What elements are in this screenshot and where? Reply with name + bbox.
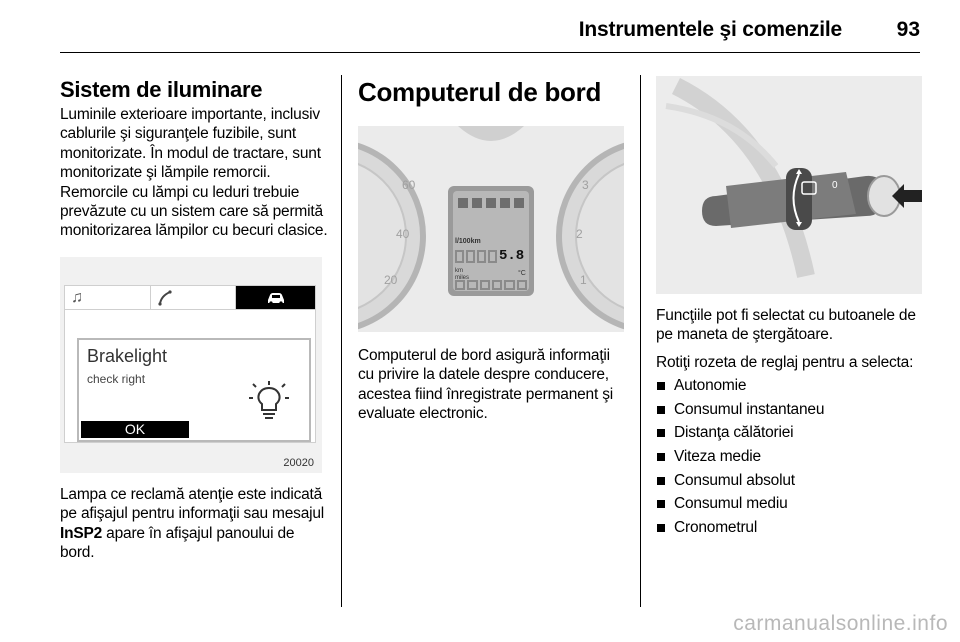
option-label: Distanţa călătoriei (674, 424, 794, 442)
page-number: 93 (896, 18, 920, 41)
stalk-buttons-paragraph: Funcţiile pot fi selectat cu butoanele de pe maneta de ştergătoare. (656, 307, 916, 344)
bullet-square-icon (657, 453, 665, 461)
option-label: Autonomie (674, 377, 747, 395)
lcd-digit (477, 250, 486, 263)
gauge-tick-right-1: 3 (582, 178, 589, 192)
option-label: Consumul instantaneu (674, 400, 825, 418)
lcd-digit (455, 250, 464, 263)
odometer-readout (455, 280, 527, 290)
option-label: Cronometrul (674, 518, 758, 536)
bullet-square-icon (657, 500, 665, 508)
bullet-square-icon (657, 524, 665, 532)
lcd-digit (504, 280, 514, 290)
instrument-cluster-figure (358, 126, 624, 332)
unit-miles-label: miles (455, 275, 470, 281)
caption-code-insp2: InSP2 (60, 524, 103, 542)
section-heading-board-computer: Computerul de bord (358, 77, 602, 107)
caption-text-part2: apare în afişajul panoului de bord. (60, 524, 295, 562)
caption-text-part1: Lampa ce reclamă atenţie este indicată pe afişajul pentru informaţii sau mesajul (60, 485, 325, 523)
list-item (656, 518, 924, 537)
wiper-stalk-illustration (656, 76, 922, 294)
page-header-title: Instrumentele şi comenzile (578, 18, 842, 41)
section-heading-lighting: Sistem de iluminare (60, 77, 263, 102)
unit-consumption-label: l/100km (455, 238, 481, 245)
rotate-wheel-paragraph: Rotiţi rozeta de reglaj pentru a selecta: (656, 353, 914, 371)
controls-section (656, 76, 924, 541)
list-item (656, 471, 924, 490)
gauge-tick-right-3: 1 (580, 273, 587, 287)
gauge-tick-right-2: 2 (576, 227, 583, 241)
column-divider-right (640, 75, 641, 607)
lcd-digit (466, 250, 475, 263)
list-item (656, 423, 924, 442)
info-display-figure (60, 257, 322, 473)
instrument-cluster-illustration (358, 126, 624, 332)
header-divider (60, 52, 920, 53)
board-computer-intro: Computerul de bord asigură informaţii cu privire la datele despre conducere, acestea fiind înregistrate permanent şi evaluate electronic. (358, 347, 613, 423)
lcd-digit (467, 280, 477, 290)
list-item (656, 400, 924, 419)
lcd-digit (480, 280, 490, 290)
warning-submessage: check right (87, 371, 146, 386)
option-label: Consumul absolut (674, 471, 795, 489)
lcd-digit (488, 250, 497, 263)
warning-message: Brakelight (87, 345, 168, 366)
lighting-intro-paragraph: Luminile exterioare importante, inclusiv cablurile şi siguranţele fuzibile, sunt monitorizate. În modul de tractare, sunt monitorizate şi lămpile remorcii. Remorcile cu lămpi cu leduri trebuie prevăzute cu un sistem care să permită monitorizarea lămpilor cu becuri clasice. (60, 106, 328, 240)
music-note-icon: ♫ (65, 286, 151, 310)
lighting-section (60, 76, 332, 562)
consumption-value: 5.8 (499, 248, 525, 264)
gauge-tick-left-3: 20 (384, 273, 398, 287)
list-item (656, 494, 924, 513)
watermark: carmanualsonline.info (733, 612, 948, 635)
option-label: Consumul mediu (674, 495, 788, 513)
bullet-square-icon (657, 382, 665, 390)
lcd-digit (517, 280, 527, 290)
option-label: Viteza medie (674, 448, 761, 465)
warning-message-box (77, 338, 311, 442)
display-tab-bar (64, 285, 316, 311)
list-item (656, 376, 924, 395)
figure-code: 20020 (283, 456, 314, 469)
ok-button: OK (81, 421, 189, 438)
lcd-digit (492, 280, 502, 290)
gauge-tick-left-2: 40 (396, 227, 410, 241)
list-item (656, 447, 924, 466)
stalk-mark-0: 0 (832, 180, 838, 191)
bullet-square-icon (657, 406, 665, 414)
unit-km-label: km (455, 268, 463, 274)
column-divider-left (341, 75, 342, 607)
bullet-square-icon (657, 429, 665, 437)
board-computer-section (358, 76, 628, 424)
gauge-tick-left-1: 60 (402, 178, 416, 192)
consumption-readout (455, 248, 527, 264)
function-options-list (656, 376, 924, 537)
lighting-caption-paragraph (60, 485, 332, 563)
display-screen (64, 309, 316, 443)
bullet-square-icon (657, 477, 665, 485)
lcd-digit (455, 280, 465, 290)
car-icon (236, 286, 315, 310)
wiper-stalk-figure (656, 76, 922, 294)
unit-temp-label: °C (518, 270, 526, 277)
light-bulb-icon (247, 380, 291, 429)
phone-handset-icon (151, 286, 237, 310)
